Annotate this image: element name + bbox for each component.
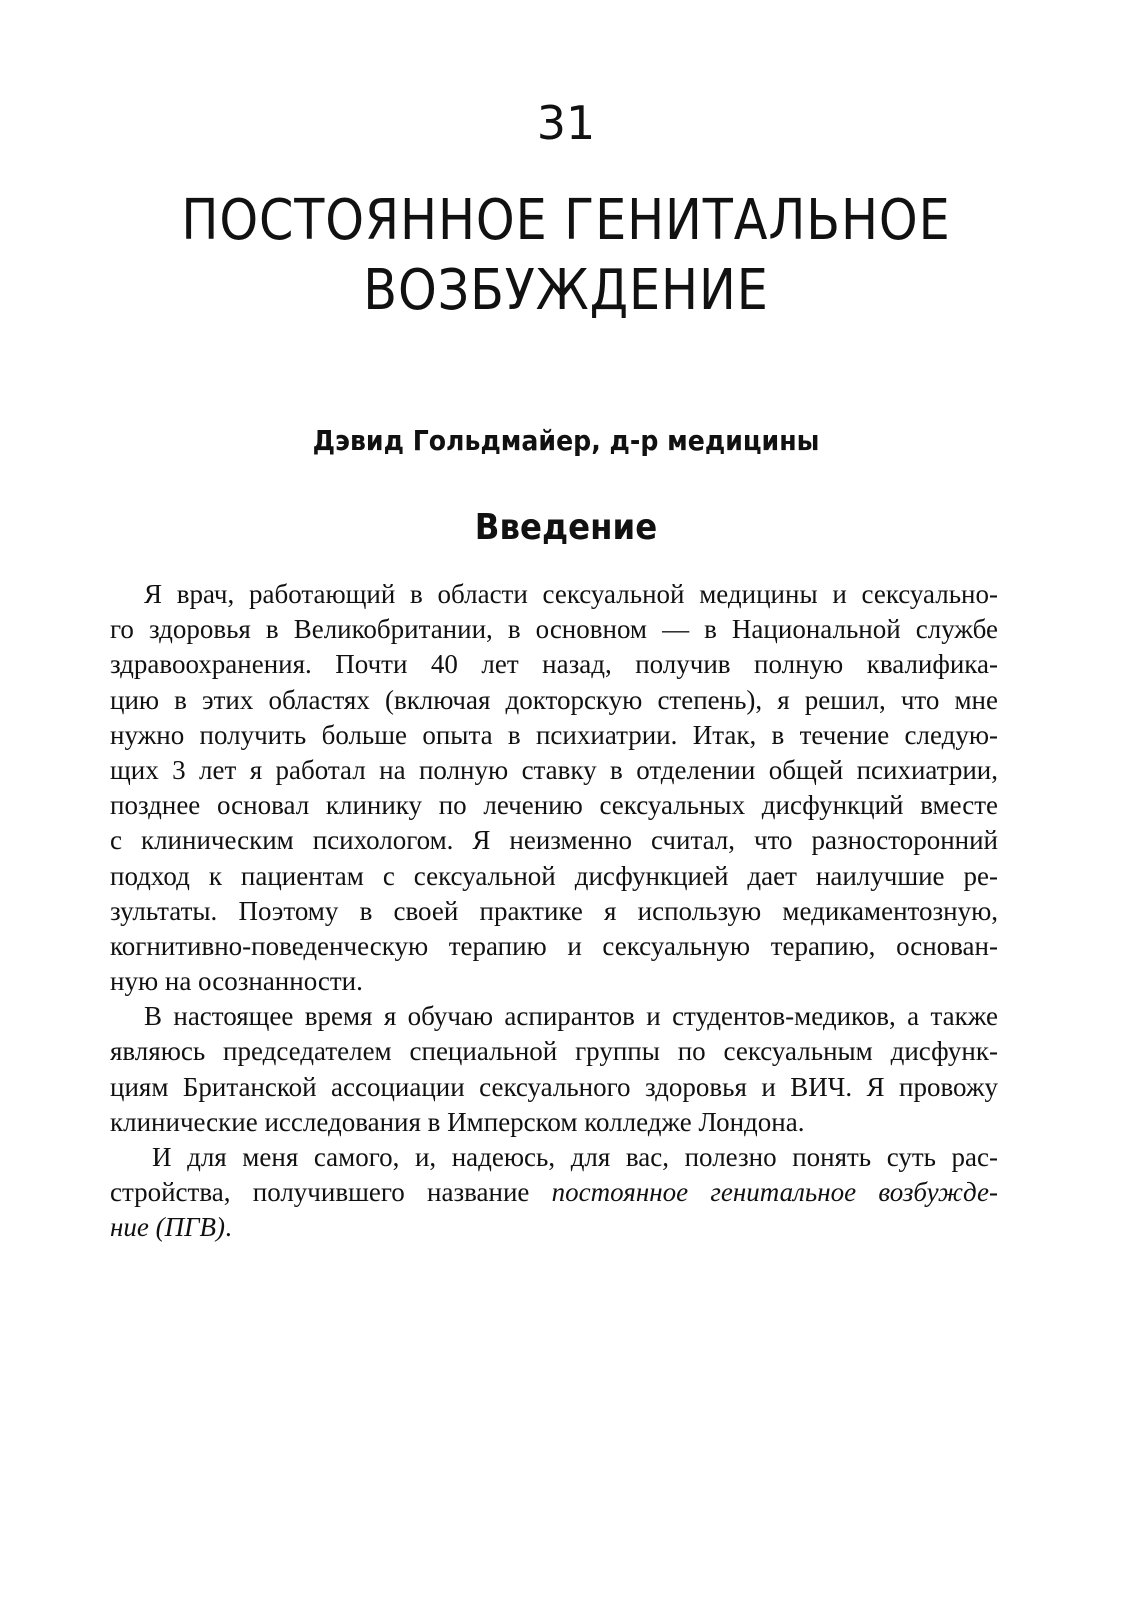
text-line: нужно получить больше опыта в психиатрии. Итак, в течение следую- (110, 719, 998, 750)
text-line: го здоровья в Великобритании, в основном — в Национальной службе (110, 614, 998, 645)
text-line: подход к пациентам с сексуальной дисфункцией дает наилучшие ре- (110, 860, 998, 891)
text-run: . (224, 1212, 232, 1243)
text-line: Я врач, работающий в области сексуальной медицины и сексуально- (144, 579, 998, 609)
text-line: зультаты. Поэтому в своей практике я использую медикаментозную, (110, 895, 998, 926)
text-line: щих 3 лет я работал на полную ставку в отделении общей психиатрии, (110, 754, 998, 785)
text-line: позднее основал клинику по лечению сексуальных дисфункций вместе (110, 790, 998, 821)
text-line: В настоящее время я обучаю аспирантов и студентов-медиков, а также (144, 1001, 998, 1032)
text-line: здравоохранения. Почти 40 лет назад, получив полную квалифика- (110, 649, 998, 680)
paragraph (110, 1140, 998, 1246)
chapter-author: Дэвид Гольдмайер, д-р медицины (312, 424, 820, 457)
text-line: являюсь председателем специальной группы по сексуальным дисфунк- (110, 1036, 998, 1067)
text-line (110, 1175, 998, 1210)
chapter-title-line: ПОСТОЯННОЕ ГЕНИТАЛЬНОЕ (181, 188, 951, 253)
text-line: ную на осознанности. (110, 966, 363, 997)
text-line: цию в этих областях (включая докторскую степень), я решил, что мне (110, 684, 998, 715)
text-line: циям Британской ассоциации сексуального здоровья и ВИЧ. Я провожу (110, 1071, 998, 1102)
text-run: стройства, получившего название (110, 1177, 530, 1208)
section-heading: Введение (474, 507, 658, 548)
text-line: когнитивно-поведенческую терапию и сексуальную терапию, основан- (110, 930, 998, 961)
paragraph (110, 999, 998, 1140)
emphasis-text: ние (ПГВ) (110, 1212, 225, 1243)
text-line (110, 1210, 998, 1245)
body-text (110, 577, 998, 1246)
chapter-title (68, 186, 1064, 326)
text-line: И для меня самого, и, надеюсь, для вас, полезно понять суть рас- (152, 1142, 998, 1172)
paragraph (110, 577, 998, 999)
chapter-number: 31 (536, 96, 596, 150)
emphasis-text: постоянное генитальное возбужде- (551, 1177, 998, 1208)
text-line: с клиническим психологом. Я неизменно считал, что разносторонний (110, 825, 998, 856)
text-line: клинические исследования в Имперском колледже Лондона. (110, 1106, 805, 1137)
chapter-title-line: ВОЗБУЖДЕНИЕ (363, 258, 769, 323)
